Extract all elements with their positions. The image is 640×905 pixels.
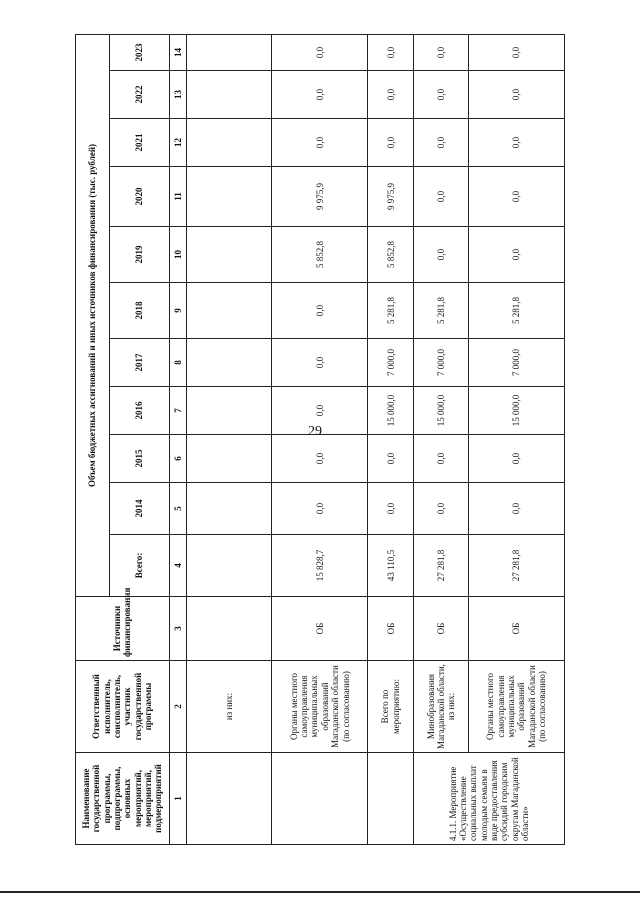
column-number: 4 xyxy=(169,535,186,597)
row-value: 0,0 xyxy=(272,119,368,167)
column-number: 11 xyxy=(169,167,186,227)
row-value: 0,0 xyxy=(368,483,414,535)
row-value: 0,0 xyxy=(272,483,368,535)
row-value: 5 281,8 xyxy=(468,283,564,339)
column-number: 9 xyxy=(169,283,186,339)
column-numbers-row xyxy=(169,34,186,844)
row-value xyxy=(187,283,272,339)
header-source-cell: Источники финансирования xyxy=(76,597,170,661)
row-value: 0,0 xyxy=(468,34,564,70)
row-value xyxy=(187,71,272,119)
row-name xyxy=(368,753,414,845)
header-year: 2018 xyxy=(109,283,169,339)
row-source xyxy=(187,597,272,661)
row-value: 15 000,0 xyxy=(414,387,469,435)
header-name-cell: Наименование государственной программы, подпрограммы, основных мероприятий, мероприятий, подмероприятий xyxy=(76,753,170,845)
column-number: 10 xyxy=(169,227,186,283)
header-executor-cell: Ответственный исполнитель, соисполнитель, участник государственной программы xyxy=(76,661,170,753)
header-row-1 xyxy=(76,34,110,844)
row-value xyxy=(187,535,272,597)
column-number: 14 xyxy=(169,34,186,70)
column-number: 5 xyxy=(169,483,186,535)
row-value: 0,0 xyxy=(468,119,564,167)
table-row xyxy=(272,34,368,844)
page-number: 29 xyxy=(308,424,322,439)
header-year: 2021 xyxy=(109,119,169,167)
row-value: 0,0 xyxy=(272,435,368,483)
column-number: 8 xyxy=(169,339,186,387)
row-source: ОБ xyxy=(272,597,368,661)
row-value xyxy=(187,435,272,483)
row-value: 0,0 xyxy=(414,34,469,70)
row-executor: Минобразования Магаданской области, из них: xyxy=(414,661,469,753)
row-executor: Всего по мероприятию: xyxy=(368,661,414,753)
row-value: 9 975,9 xyxy=(368,167,414,227)
table-row xyxy=(414,34,469,844)
row-source: ОБ xyxy=(468,597,564,661)
row-name: 4.1.1. Мероприятие «Осуществление социальных выплат молодым семьям в виде предоставления субсидий городским округам Магаданской области» xyxy=(414,753,565,845)
row-value: 0,0 xyxy=(368,435,414,483)
row-executor: Органы местного самоуправления муниципальных образований Магаданской области (по согласованию) xyxy=(272,661,368,753)
row-value: 5 281,8 xyxy=(368,283,414,339)
row-value: 7 000,0 xyxy=(414,339,469,387)
row-value: 7 000,0 xyxy=(368,339,414,387)
column-number: 1 xyxy=(169,753,186,845)
row-value: 0,0 xyxy=(414,227,469,283)
header-year: 2016 xyxy=(109,387,169,435)
row-value: 0,0 xyxy=(468,227,564,283)
row-value: 27 281,8 xyxy=(468,535,564,597)
row-value xyxy=(187,339,272,387)
row-name xyxy=(187,753,272,845)
row-value: 0,0 xyxy=(468,483,564,535)
column-number: 3 xyxy=(169,597,186,661)
row-source: ОБ xyxy=(368,597,414,661)
row-value: 27 281,8 xyxy=(414,535,469,597)
row-value: 5 281,8 xyxy=(414,283,469,339)
column-number: 7 xyxy=(169,387,186,435)
bottom-rule xyxy=(0,891,640,893)
row-value: 5 852,8 xyxy=(368,227,414,283)
row-value: 0,0 xyxy=(368,119,414,167)
row-value: 5 852,8 xyxy=(272,227,368,283)
row-name xyxy=(272,753,368,845)
table-row xyxy=(468,34,564,844)
table-row xyxy=(368,34,414,844)
row-value: 0,0 xyxy=(414,483,469,535)
row-value: 0,0 xyxy=(414,71,469,119)
column-number: 6 xyxy=(169,435,186,483)
rotated-table-container xyxy=(75,35,565,845)
header-year: 2019 xyxy=(109,227,169,283)
column-number: 2 xyxy=(169,661,186,753)
row-value: 9 975,9 xyxy=(272,167,368,227)
row-value xyxy=(187,119,272,167)
financing-table xyxy=(75,34,565,845)
row-value: 15 000,0 xyxy=(368,387,414,435)
row-value: 0,0 xyxy=(414,119,469,167)
row-value: 43 110,5 xyxy=(368,535,414,597)
row-executor: из них: xyxy=(187,661,272,753)
row-value xyxy=(187,34,272,70)
table-row xyxy=(187,34,272,844)
header-financing-group: Объем бюджетных ассигнований и иных источников финансирования (тыс. рублей) xyxy=(76,34,110,596)
header-year: 2022 xyxy=(109,71,169,119)
row-value xyxy=(187,387,272,435)
header-year: 2020 xyxy=(109,167,169,227)
row-value: 0,0 xyxy=(368,71,414,119)
row-value: 0,0 xyxy=(272,71,368,119)
row-value: 0,0 xyxy=(368,34,414,70)
header-year: 2014 xyxy=(109,483,169,535)
row-executor: Органы местного самоуправления муниципальных образований Магаданской области (по согласованию) xyxy=(468,661,564,753)
row-value: 0,0 xyxy=(468,167,564,227)
row-value xyxy=(187,227,272,283)
row-source: ОБ xyxy=(414,597,469,661)
row-value: 0,0 xyxy=(414,435,469,483)
row-value xyxy=(187,167,272,227)
column-number: 12 xyxy=(169,119,186,167)
row-value: 0,0 xyxy=(414,167,469,227)
row-value xyxy=(187,483,272,535)
column-number: 13 xyxy=(169,71,186,119)
row-value: 7 000,0 xyxy=(468,339,564,387)
row-value: 0,0 xyxy=(272,387,368,435)
header-total: Всего: xyxy=(109,535,169,597)
row-value: 0,0 xyxy=(468,71,564,119)
row-value: 0,0 xyxy=(272,339,368,387)
row-value: 0,0 xyxy=(272,34,368,70)
row-value: 15 000,0 xyxy=(468,387,564,435)
header-year: 2017 xyxy=(109,339,169,387)
header-year: 2023 xyxy=(109,34,169,70)
row-value: 0,0 xyxy=(468,435,564,483)
row-value: 15 828,7 xyxy=(272,535,368,597)
row-value: 0,0 xyxy=(272,283,368,339)
header-year: 2015 xyxy=(109,435,169,483)
